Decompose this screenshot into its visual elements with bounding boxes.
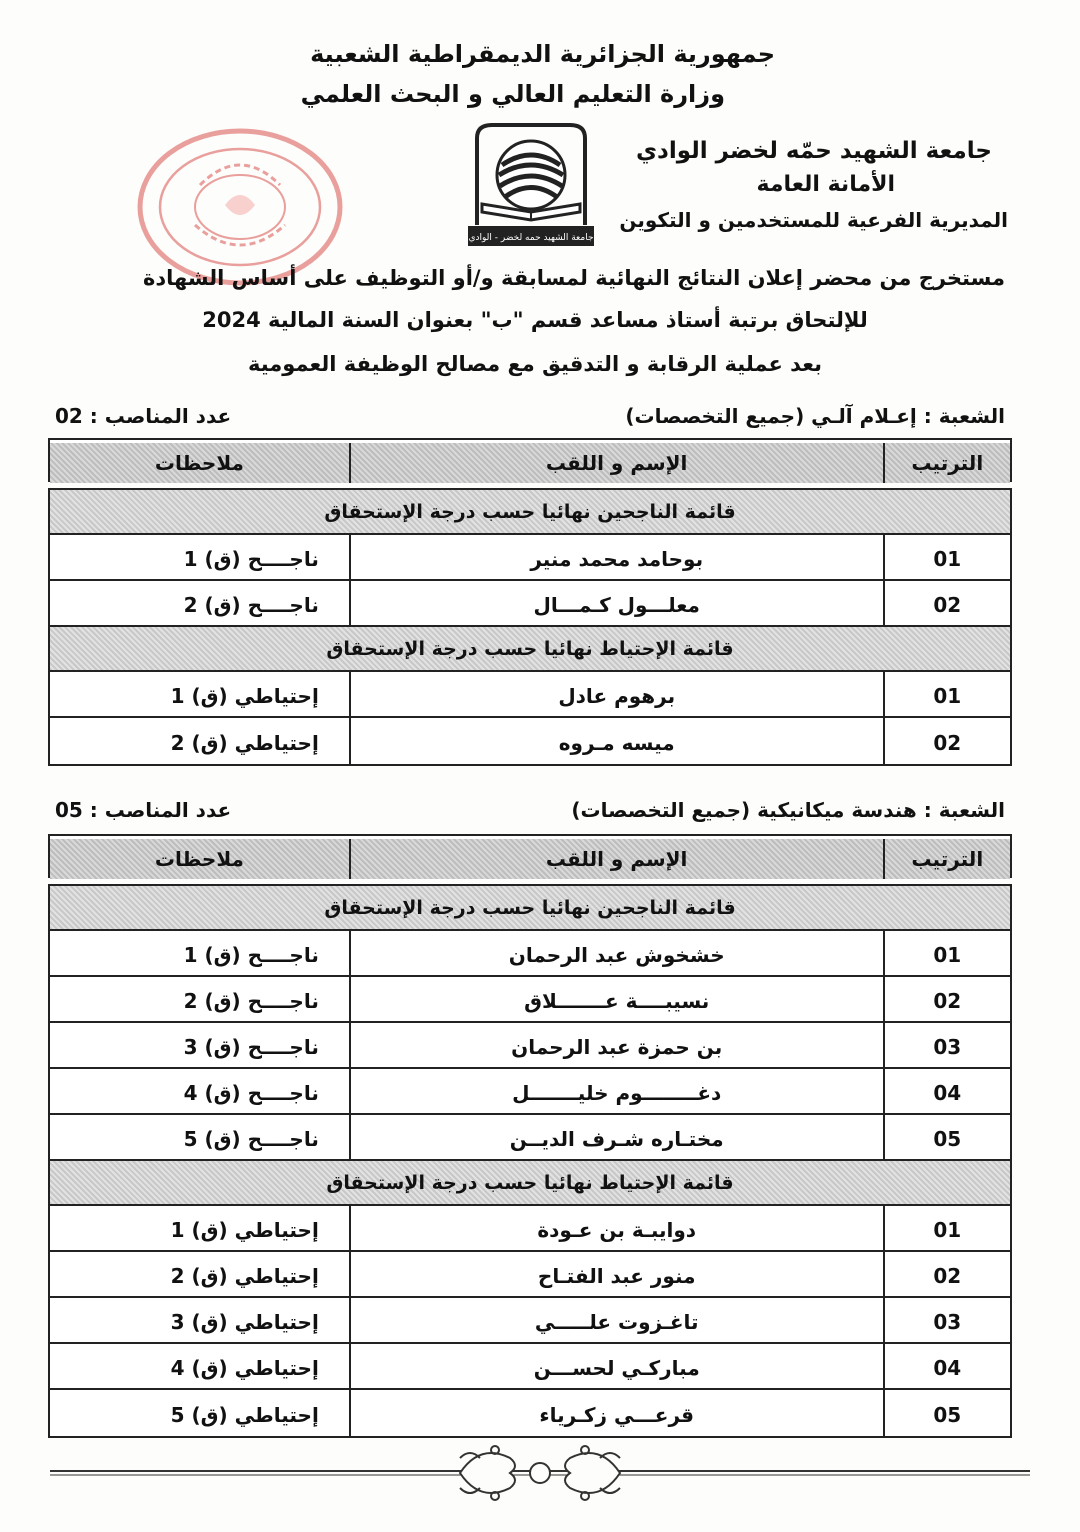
rank-cell: 01: [883, 672, 1010, 716]
rank-cell: 04: [883, 1069, 1010, 1113]
branch-label: الشعبة : إعـلام آلـي (جميع التخصصات): [625, 404, 1005, 428]
ministry-heading: وزارة التعليم العالي و البحث العلمي: [300, 80, 725, 108]
table-row: [50, 1252, 1010, 1298]
name-cell: دوايبـة بن عـودة: [349, 1206, 883, 1250]
rank-cell: 04: [883, 1344, 1010, 1388]
table-row: [50, 581, 1010, 627]
footer-ornament: [40, 1438, 1040, 1508]
results-table: [48, 488, 1012, 766]
name-cell: خشخوش عبد الرحمان: [349, 931, 883, 975]
column-header-notes: ملاحظات: [50, 839, 349, 879]
name-cell: منور عبد الفتـاح: [349, 1252, 883, 1296]
note-cell: ناجــــح (ق) 2: [183, 593, 319, 617]
results-table: [48, 884, 1012, 1438]
title-line-1: مستخرج من محضر إعلان النتائج النهائية لمسابقة و/أو التوظيف على أساس الشهادة: [143, 266, 1005, 290]
table-row: [50, 1069, 1010, 1115]
posts-count: عدد المناصب : 02: [55, 404, 232, 428]
rank-cell: 03: [883, 1023, 1010, 1067]
rank-cell: 02: [883, 1252, 1010, 1296]
name-cell: تاغـزوت علـــــي: [349, 1298, 883, 1342]
note-cell: إحتياطي (ق) 3: [170, 1310, 319, 1334]
note-cell: ناجــــح (ق) 3: [183, 1035, 319, 1059]
university-name: جامعة الشهيد حمّه لخضر الوادي: [635, 138, 992, 164]
column-header-rank: الترتيب: [883, 443, 1010, 483]
reserve-section-title: قائمة الإحتياط نهائيا حسب درجة الإستحقاق: [50, 1161, 1010, 1206]
table-row: [50, 1390, 1010, 1436]
rank-cell: 01: [883, 535, 1010, 579]
note-cell: إحتياطي (ق) 1: [170, 684, 319, 708]
admitted-section-title: قائمة الناجحين نهائيا حسب درجة الإستحقاق: [50, 490, 1010, 535]
rank-cell: 02: [883, 718, 1010, 764]
title-line-2: للإلتحاق برتبة أستاذ مساعد قسم "ب" بعنوان السنة المالية 2024: [202, 308, 868, 332]
rank-cell: 01: [883, 1206, 1010, 1250]
posts-count: عدد المناصب : 05: [55, 798, 232, 822]
column-header-rank: الترتيب: [883, 839, 1010, 879]
table-row: [50, 1023, 1010, 1069]
column-header-name: الإسم و اللقب: [349, 443, 883, 483]
note-cell: ناجــــح (ق) 5: [183, 1127, 319, 1151]
reserve-section-title: قائمة الإحتياط نهائيا حسب درجة الإستحقاق: [50, 627, 1010, 672]
table-row: [50, 1298, 1010, 1344]
table-row: [50, 1344, 1010, 1390]
table-row: [50, 1115, 1010, 1161]
title-line-3: بعد عملية الرقابة و التدقيق مع مصالح الوظيفة العمومية: [247, 352, 823, 376]
note-cell: ناجــــح (ق) 1: [183, 547, 319, 571]
note-cell: إحتياطي (ق) 1: [170, 1218, 319, 1242]
admitted-section-title: قائمة الناجحين نهائيا حسب درجة الإستحقاق: [50, 886, 1010, 931]
table-header: [48, 438, 1012, 482]
logo-text: جامعة الشهيد حمه لخضر - الوادي: [468, 233, 594, 243]
sub-directorate-name: المديرية الفرعية للمستخدمين و التكوين: [619, 208, 1008, 232]
note-cell: إحتياطي (ق) 4: [170, 1356, 319, 1380]
note-cell: إحتياطي (ق) 2: [170, 731, 319, 755]
table-row: [50, 1206, 1010, 1252]
name-cell: مختـاره شـرف الديــن: [349, 1115, 883, 1159]
name-cell: بوحامد محمد منير: [349, 535, 883, 579]
rank-cell: 05: [883, 1390, 1010, 1436]
name-cell: معلـــول كـمـــال: [349, 581, 883, 625]
table-row: [50, 672, 1010, 718]
branch-row-2: [55, 798, 1005, 832]
rank-cell: 05: [883, 1115, 1010, 1159]
name-cell: بن حمزة عبد الرحمان: [349, 1023, 883, 1067]
rank-cell: 03: [883, 1298, 1010, 1342]
name-cell: دغــــــــوم خليـــــــل: [349, 1069, 883, 1113]
rank-cell: 02: [883, 977, 1010, 1021]
name-cell: ميسه مـروه: [349, 718, 883, 764]
name-cell: مباركـي لحســـن: [349, 1344, 883, 1388]
table-row: [50, 931, 1010, 977]
name-cell: برهوم عادل: [349, 672, 883, 716]
note-cell: إحتياطي (ق) 5: [170, 1403, 319, 1427]
branch-row-1: [55, 404, 1005, 438]
rank-cell: 02: [883, 581, 1010, 625]
note-cell: ناجــــح (ق) 1: [183, 943, 319, 967]
table-row: [50, 718, 1010, 764]
republic-heading: جمهورية الجزائرية الديمقراطية الشعبية: [310, 40, 775, 68]
secretariat-name: الأمانة العامة: [756, 172, 895, 197]
column-header-name: الإسم و اللقب: [349, 839, 883, 879]
table-row: [50, 977, 1010, 1023]
rank-cell: 01: [883, 931, 1010, 975]
note-cell: إحتياطي (ق) 2: [170, 1264, 319, 1288]
name-cell: قرعـــي زكـرياء: [349, 1390, 883, 1436]
name-cell: نسيبــــة عـــــــلاق: [349, 977, 883, 1021]
table-header: [48, 834, 1012, 878]
table-row: [50, 535, 1010, 581]
note-cell: ناجــــح (ق) 4: [183, 1081, 319, 1105]
column-header-notes: ملاحظات: [50, 443, 349, 483]
note-cell: ناجــــح (ق) 2: [183, 989, 319, 1013]
branch-label: الشعبة : هندسة ميكانيكية (جميع التخصصات): [571, 798, 1005, 822]
university-logo: [462, 120, 600, 250]
